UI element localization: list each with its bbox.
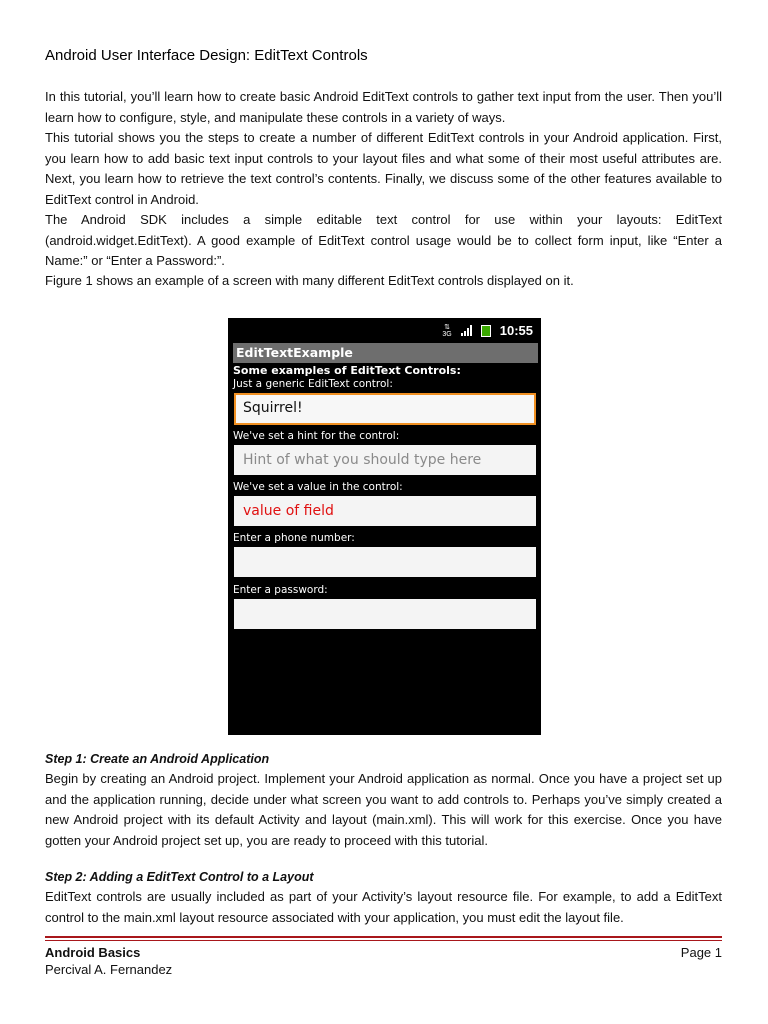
intro-paragraph-2: This tutorial shows you the steps to create a number of different EditText controls in your Android application. First, you learn how to add basic text input controls to your layout files and what some of their most useful attributes are. Next, you learn how to retrieve the text control’s contents. Finally, we discuss some of the other features available to EditText control in Android. xyxy=(45,130,722,207)
edittext-phone[interactable] xyxy=(234,547,536,577)
edittext-generic[interactable]: Squirrel! xyxy=(234,393,536,425)
intro-paragraph-1: In this tutorial, you’ll learn how to create basic Android EditText controls to gather text input from the user. Then you’ll learn how to configure, style, and manipulate these controls in a variety of ways. xyxy=(45,89,722,125)
step1-body: Begin by creating an Android project. Implement your Android application as normal. Once you have a project set up and the application running, decide under what screen you want to add controls to. Perhaps you’ve simply created a new Android project with its default Activity and layout (main.xml). This will work for this exercise. Once you have gotten your Android project set up, you are ready to proceed with this tutorial. xyxy=(45,771,722,848)
document-title: Android User Interface Design: EditText Controls xyxy=(45,47,368,64)
footer-author: Percival A. Fernandez xyxy=(45,962,173,977)
footer-rule-thin xyxy=(45,940,722,941)
step1-title: Step 1: Create an Android Application xyxy=(45,752,270,766)
edittext-hint[interactable]: Hint of what you should type here xyxy=(234,445,536,475)
intro-paragraph-3: The Android SDK includes a simple editable text control for use within your layouts: EditText (android.widget.EditText). A good example of EditText control usage would be to collect form input, like “Enter a Name:” or “Enter a Password:”. xyxy=(45,212,722,268)
page-number: Page 1 xyxy=(680,945,722,960)
step2-title: Step 2: Adding a EditText Control to a Layout xyxy=(45,870,314,884)
intro-paragraph-4: Figure 1 shows an example of a screen with many different EditText controls displayed on it. xyxy=(45,273,574,288)
status-time: 10:55 xyxy=(499,323,533,338)
edittext-password[interactable] xyxy=(234,599,536,629)
footer-title: Android Basics xyxy=(45,945,141,960)
field-label-value: We've set a value in the control: xyxy=(233,481,403,493)
field-label-phone: Enter a phone number: xyxy=(233,532,355,544)
phone-status-bar xyxy=(228,318,541,343)
phone-header-text: Some examples of EditText Controls: xyxy=(233,364,461,377)
edittext-value[interactable]: value of field xyxy=(234,496,536,526)
network-3g-icon: ⇅ 3G xyxy=(442,323,452,338)
field-label-generic: Just a generic EditText control: xyxy=(233,378,393,390)
app-title-bar: EditTextExample xyxy=(233,343,538,363)
figure-phone-screenshot xyxy=(228,318,541,735)
footer-rule-thick xyxy=(45,936,722,938)
field-label-password: Enter a password: xyxy=(233,584,328,596)
battery-icon xyxy=(481,325,491,337)
signal-strength-icon xyxy=(461,325,472,336)
field-label-hint: We've set a hint for the control: xyxy=(233,430,400,442)
step2-body: EditText controls are usually included as part of your Activity’s layout resource file. For example, to add a EditText control to the main.xml layout resource associated with your application, you must edit the layout file. xyxy=(45,889,722,925)
